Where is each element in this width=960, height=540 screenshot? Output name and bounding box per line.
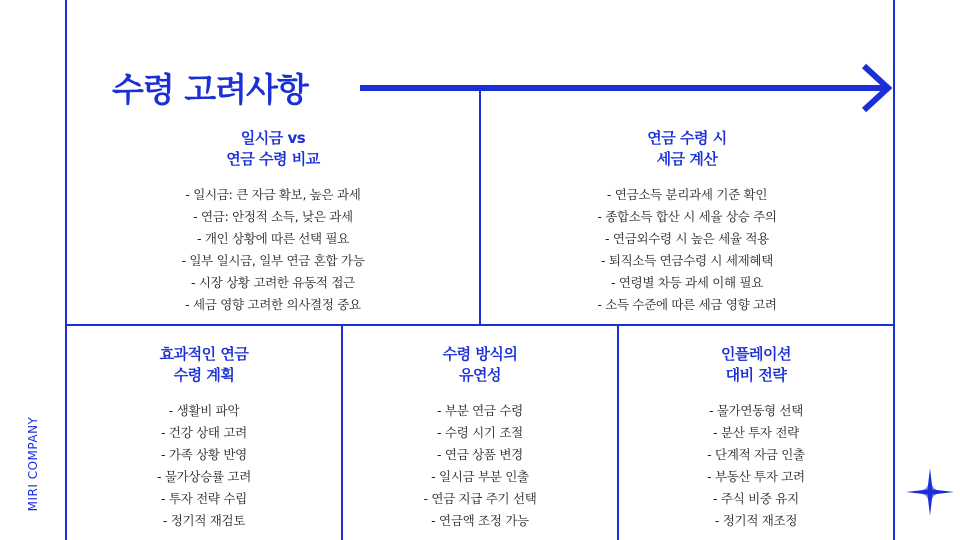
panel-tax-calc	[481, 128, 893, 316]
list-item: - 세금 영향 고려한 의사결정 중요	[185, 297, 361, 312]
list-item: - 부동산 투자 고려	[707, 469, 805, 484]
list-item: - 일시금: 큰 자금 확보, 높은 과세	[185, 187, 361, 202]
list-item: - 일시금 부분 인출	[431, 469, 529, 484]
list-item: - 소득 수준에 따른 세금 영향 고려	[597, 297, 777, 312]
list-item: - 종합소득 합산 시 세율 상승 주의	[597, 209, 777, 224]
page-title: 수령 고려사항	[112, 70, 308, 109]
company-label: MIRI COMPANY	[26, 416, 40, 512]
panel-lump-vs-pension	[67, 128, 479, 316]
list-item: - 건강 상태 고려	[161, 425, 247, 440]
panel-item-list	[67, 184, 479, 316]
list-item: - 수령 시기 조절	[437, 425, 523, 440]
list-item: - 연금 지급 주기 선택	[423, 491, 537, 506]
panel-title	[343, 344, 617, 386]
divider-horizontal	[65, 324, 895, 326]
panel-title-line2: 수령 계획	[173, 366, 235, 384]
list-item: - 단계적 자금 인출	[707, 447, 805, 462]
arrow-right-icon	[360, 62, 896, 114]
list-item: - 가족 상황 반영	[161, 447, 247, 462]
list-item: - 퇴직소득 연금수령 시 세제혜택	[601, 253, 773, 268]
list-item: - 시장 상황 고려한 유동적 접근	[191, 275, 355, 290]
panel-title	[619, 344, 893, 386]
list-item: - 물가연동형 선택	[709, 403, 803, 418]
panel-title-line1: 일시금 vs	[240, 129, 306, 147]
list-item: - 개인 상황에 따른 선택 필요	[196, 231, 350, 246]
list-item: - 부분 연금 수령	[437, 403, 523, 418]
panel-item-list	[481, 184, 893, 316]
panel-planning	[67, 344, 341, 532]
list-item: - 연금: 안정적 소득, 낮은 과세	[193, 209, 353, 224]
panel-item-list	[67, 400, 341, 532]
list-item: - 정기적 재검토	[162, 513, 246, 528]
panel-title-line1: 연금 수령 시	[647, 129, 727, 147]
panel-title-line2: 대비 전략	[725, 366, 787, 384]
list-item: - 투자 전략 수립	[161, 491, 247, 506]
list-item: - 연금소득 분리과세 기준 확인	[606, 187, 768, 202]
list-item: - 연금액 조정 가능	[431, 513, 529, 528]
list-item: - 일부 일시금, 일부 연금 혼합 가능	[181, 253, 365, 268]
list-item: - 주식 비중 유지	[713, 491, 799, 506]
panel-title-line1: 수령 방식의	[442, 345, 518, 363]
panel-title	[481, 128, 893, 170]
list-item: - 생활비 파악	[168, 403, 240, 418]
panel-title-line2: 유연성	[459, 366, 501, 384]
list-item: - 정기적 재조정	[714, 513, 798, 528]
panel-inflation	[619, 344, 893, 532]
panel-title-line2: 연금 수령 비교	[226, 150, 320, 168]
panel-title-line1: 효과적인 연금	[159, 345, 249, 363]
panel-item-list	[619, 400, 893, 532]
list-item: - 분산 투자 전략	[713, 425, 799, 440]
list-item: - 물가상승률 고려	[157, 469, 251, 484]
panel-item-list	[343, 400, 617, 532]
sparkle-icon	[906, 468, 954, 516]
list-item: - 연금 상품 변경	[437, 447, 523, 462]
panel-title	[67, 344, 341, 386]
list-item: - 연금외수령 시 높은 세율 적용	[605, 231, 769, 246]
panel-title	[67, 128, 479, 170]
panel-title-line2: 세금 계산	[656, 150, 718, 168]
panel-flexibility	[343, 344, 617, 532]
panel-title-line1: 인플레이션	[721, 345, 791, 363]
list-item: - 연령별 차등 과세 이해 필요	[610, 275, 764, 290]
